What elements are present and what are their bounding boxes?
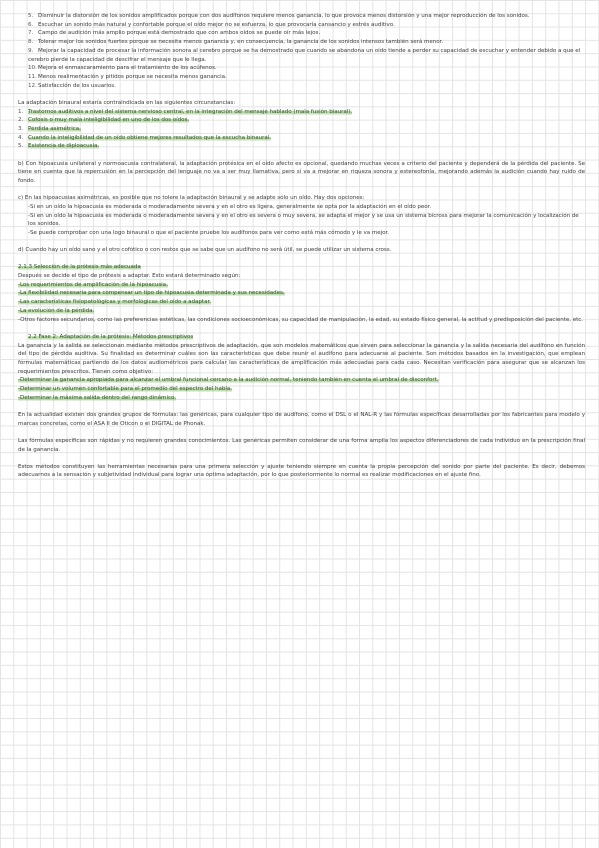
objective-item: -Determinar la máxima salida dentro del rango dinámico. [18, 394, 176, 401]
list-item: 6. Escuchar un sonido más natural y confortable porque el oído mejor no se esfuerza, lo que provocaría cansancio y estrés auditivo. [28, 21, 395, 28]
list-item: 7. Campo de audición más amplio porque está demostrado que con ambos oídos se puede oír más lejos. [28, 30, 321, 37]
section-heading: 2.2 Fase 2: Adaptación de la prótesis: Métodos prescriptivos [28, 333, 194, 340]
paragraph-c [18, 194, 585, 238]
objective-item: -Determinar un volumen confortable para el promedio del espectro del habla. [18, 386, 233, 393]
paragraph-b: b) Con hipoacusia unilateral y normoacusia contralateral, la adaptación protésica en el oído afecto es opcional, quedando muchas veces a criterio del paciente y dependerá de la pérdida del paciente. Se tiene en cuenta que la repercusión en la percepción del lenguaje no va a ser muy llamativa, pero sí va a mejorar en riqueza sonora y estereofonía, mejorando además la audición cuando hay ruido de fondo. [18, 160, 585, 184]
option-item: -Se puede comprobar con una logo binaural o que el paciente pruebe los audífonos para ver como está más cómodo y le va mejor. [28, 229, 389, 236]
section-intro: Después se decide el tipo de prótesis a adaptar. Esto estará determinado según: [18, 273, 241, 280]
list-item: 11.Menos realimentación y pitidos porque se necesita menos ganancia. [28, 73, 227, 80]
list-item: -Los requerimientos de amplificación de la hipoacusia. [18, 281, 168, 288]
paragraph-d: d) Cuando hay un oído sano y el otro cofótico o con restos que se sabe que un audífono no será útil, se puede utilizar un sistema cross. [18, 247, 392, 254]
list-item: 5. Existencia de diploacusia. [18, 143, 100, 150]
list-item: -La evolución de la pérdida. [18, 307, 95, 314]
list-item: 2. Cofosis o muy mala inteligibilidad en uno de los dos oídos. [18, 117, 190, 124]
section-body: La ganancia y la salida se seleccionan mediante métodos prescriptivos de adaptación, que son modelos matemáticos que sirven para seleccionar la ganancia y la salida necesaria del audífono en función del tipo de pérdida auditiva. Su finalidad es determinar cuáles son las características que debe reunir el audífono para adecuarse al paciente. Son métodos basados en la investigación, que emplean fórmulas matemáticas partiendo de los datos audiométricos para calcular las características de amplificación más adecuadas para cada caso. Necesitan verificación para asegurar que se alcanzan los requerimientos prescritos. Tienen como objetivo: [18, 342, 585, 375]
option-item: -Si en un oído la hipoacusia es moderada o moderadamente severa y en el otro es severa o muy severa, se adapta el mejor y se usa un sistema bicross para mejorar la comunicación y localización de los sonidos. [28, 212, 579, 228]
list-item: -La flexibilidad necesaria para compensar un tipo de hipoacusia determinada y sus necesidades. [18, 290, 285, 297]
section-heading: 2.1.3 Selección de la prótesis más adecuada [18, 264, 141, 271]
paragraph-c-intro: c) En las hipoacusias asimétricas, es posible que no tolere la adaptación binaural y se adapte sólo un oído. Hay dos opciones: [18, 195, 365, 202]
option-item: -Si en un oído la hipoacusia es moderada o moderadamente severa y en el otro es ligera, generalmente se opta por la adaptación en el oído peor. [28, 203, 432, 210]
objective-item: -Determinar la ganancia apropiada para alcanzar el umbral funcional cercano a la audición normal, teniendo también en cuenta el umbral de disconfort. [18, 377, 439, 384]
list-item: 12.Satisfacción de los usuarios. [28, 82, 116, 89]
list-item: 9. Mejorar la capacidad de procesar la información sonora al cerebro porque se ha demostrado que cuando se abandona un oído tiende a perder su capacidad de escuchar y entender debido a que el cerebro pierde la capacidad de descifrar el mensaje que le llega. [28, 47, 581, 63]
contraindications-intro: La adaptación binaural estaría contraindicada en las siguientes circunstancias: [18, 99, 236, 106]
list-item: -Las características fisiopatológicas y morfológicas del oído a adaptar. [18, 299, 211, 306]
contraindications [18, 99, 585, 151]
list-item: 8. Tolerar mejor los sonidos fuertes porque se necesita menos ganancia y, en consecuencia, la ganancia de los sonidos intensos también será menor. [28, 39, 444, 46]
section-2-1-3 [18, 263, 585, 324]
paragraph-formula-groups: En la actualidad existen dos grandes grupos de fórmulas: las genéricas, para cualquier tipo de audífono, como el DSL o el NAL-R y las fórmulas específicas desarrolladas por los fabricantes para modelo y marcas concretas, como el ASA II de Oticon o el DIGITAL de Phonak. [18, 411, 585, 427]
list-item: -Otros factores secundarios, como las preferencias estéticas, las condiciones socioeconómicas, su capacidad de manipulación, la edad, su estado físico general, la actitud y predisposición del paciente, etc. [18, 316, 584, 323]
list-item: 3. Pérdida asimétrica. [18, 125, 81, 132]
section-2-2 [18, 333, 585, 403]
paragraph-specific-formulas: Las fórmulas específicas son rápidas y no requieren grandes conocimientos. Las genéricas permiten considerar de una forma amplia los aspectos diferenciadores de cada individuo en la prescripción final de la ganancia. [18, 437, 585, 453]
paragraph-final: Estos métodos constituyen las herramientas necesarias para una primera selección y ajuste teniendo siempre en cuenta la propia percepción del sonido por parte del paciente. Es decir, debemos adecuarnos a la sensación y subjetividad individual para lograr una óptima adaptación, por lo que posteriormente lo normal es realizar modificaciones en el ajuste fino. [18, 463, 585, 479]
list-item: 4. Cuando la inteligibilidad de un oído obtiene mejores resultados que la escucha binaural. [18, 134, 271, 141]
list-item: 5. Disminuir la distorsión de los sonidos amplificados porque con dos audífonos requiere menos ganancia, lo que provoca menos distorsión y una mejor reproducción de los sonidos. [28, 13, 530, 19]
list-item: 10.Mejora el enmascaramiento para el tratamiento de los acúfenos. [28, 65, 217, 72]
list-item: 1. Trastornos auditivos a nivel del sistema nervioso central, en la integración del mensaje hablado (mala fusión biaural). [18, 108, 353, 115]
benefits-list [18, 12, 585, 90]
